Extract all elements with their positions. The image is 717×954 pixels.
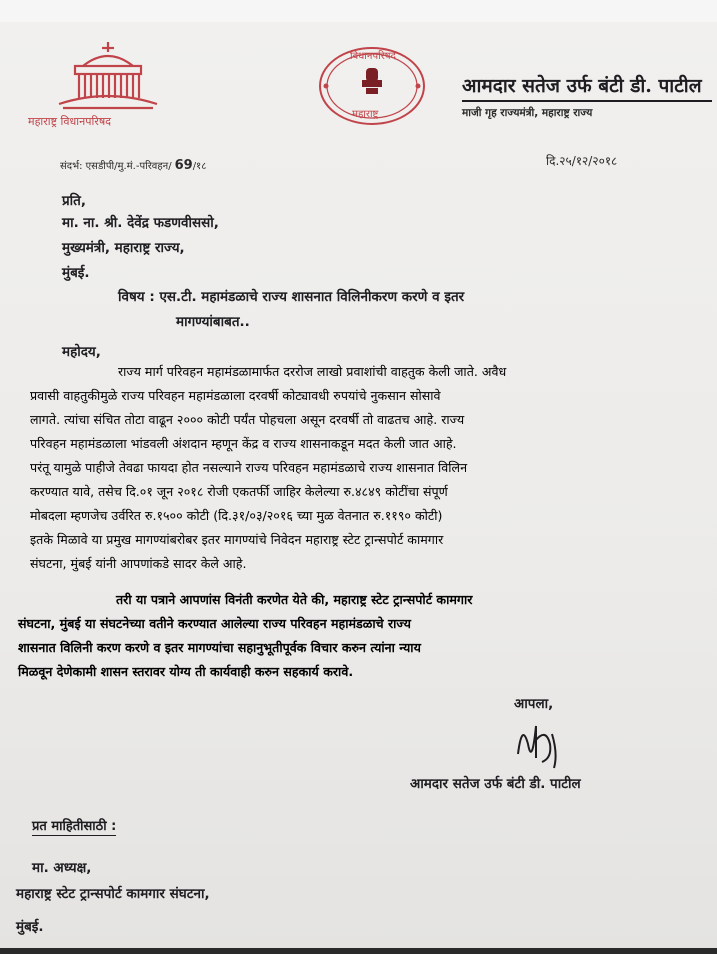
letterhead-title [462, 72, 712, 120]
paragraph-1-line: संघटना, मुंबई यांनी आपणांकडे सादर केले आहे. [30, 556, 247, 571]
recipient-city: मुंबई. [62, 265, 90, 281]
paragraph-2-line: शासनात विलिनी करण करणे व इतर मागण्यांचा सहानुभूतीपूर्वक विचार करुन त्यांना न्याय [18, 640, 421, 655]
paragraph-2-line: संघटना, मुंबई या संघटनेच्या वतीने करण्यात आलेल्या राज्य परिवहन महामंडळाचे राज्य [18, 616, 411, 631]
mla-designation: माजी गृह राज्यमंत्री, महाराष्ट्र राज्य [462, 107, 593, 119]
subject-label: विषय : [118, 289, 155, 305]
cc-heading: प्रत माहितीसाठी : [32, 816, 116, 836]
paragraph-2 [18, 588, 690, 684]
top-border [0, 0, 717, 22]
recipient-name: मा. ना. श्री. देवेंद्र फडणवीससो, [62, 215, 219, 231]
reference-number [60, 158, 206, 173]
paragraph-1-line: करण्यात यावे, तसेच दि.०१ जून २०१८ रोजी एकतर्फी जाहिर केलेल्या रु.४८४९ कोटींचा संपूर्ण [30, 484, 448, 499]
signature-image [512, 714, 572, 770]
reference-label: संदर्भ: एसडीपी/मु.मं.-परिवहन/ [60, 161, 172, 172]
cc-line-1: मा. अध्यक्ष, [32, 860, 92, 876]
recipient-prati: प्रति, [62, 193, 87, 209]
reference-year: /१८ [192, 161, 207, 172]
cc-line-2: महाराष्ट्र स्टेट ट्रान्सपोर्ट कामगार संघटना, [16, 886, 210, 902]
recipient-designation: मुख्यमंत्री, महाराष्ट्र राज्य, [62, 240, 185, 256]
left-emblem-caption: महाराष्ट्र विधानपरिषद [28, 115, 112, 128]
paragraph-1-line: परंतू यामुळे पाहीजे तेवढा फायदा होत नसल्याने राज्य परिवहन महामंडळाचे राज्य शासनात विलिन [30, 460, 468, 475]
seal-bottom-text: महाराष्ट्र [352, 109, 379, 120]
paragraph-1 [18, 360, 690, 576]
paragraph-1-line: परिवहन महामंडळाला भांडवली अंशदान म्हणून केंद्र व राज्य शासनाकडून मदत केली जात आहे. [30, 436, 457, 451]
letter-date: दि.२५/१२/२०१८ [546, 154, 618, 168]
subject-line-1 [118, 287, 464, 305]
paragraph-2-line: मिळवून देणेकामी शासन स्तरावर योग्य ती कार्यवाही करुन सहकार्य करावे. [18, 664, 354, 679]
seal-top-text: विधानपरिषद [350, 51, 396, 62]
paragraph-1-line: मोबदला म्हणजेच उर्वरित रु.१५०० कोटी (दि.३१/०३/२०१६ च्या मुळ वेतनात रु.११९० कोटी) [30, 508, 443, 523]
salutation: महोदय, [62, 344, 101, 360]
signatory-name: आमदार सतेज उर्फ बंटी डी. पाटील [410, 776, 581, 792]
legislature-building-icon [53, 40, 163, 112]
cc-line-3: मुंबई. [16, 919, 44, 935]
closing: आपला, [514, 696, 554, 712]
subject-text-1: एस.टी. महामंडळाचे राज्य शासनात विलिनीकरण करणे व इतर [159, 289, 465, 305]
reference-handwritten-number: 69 [174, 158, 193, 173]
bottom-border [0, 948, 717, 954]
paragraph-1-line: प्रवासी वाहतुकीमुळे राज्य परिवहन महामंडळाला दरवर्षी कोट्यावधी रुपयांचे नुकसान सोसावे [30, 388, 441, 403]
paragraph-1-line: इतके मिळावे या प्रमुख मागण्यांबरोबर इतर मागण्यांचे निवेदन महाराष्ट्र स्टेट ट्रान्सपोर्ट कामगार [30, 532, 444, 547]
paragraph-1-line: राज्य मार्ग परिवहन महामंडळामार्फत दररोज लाखो प्रवाशांची वाहतुक केली जाते. अवैध [118, 364, 507, 379]
vidhan-parishad-emblem [28, 40, 178, 130]
subject-line-2: मागण्यांबाबत.. [176, 314, 250, 330]
paragraph-2-line: तरी या पत्राने आपणांस विनंती करणेत येते की, महाराष्ट्र स्टेट ट्रान्सपोर्ट कामगार [116, 592, 473, 607]
official-seal [316, 44, 428, 128]
mla-name: आमदार सतेज उर्फ बंटी डी. पाटील [462, 72, 712, 102]
paragraph-1-line: लागते. त्यांचा संचित तोटा वाढून २००० कोटी पर्यंत पोहचला असून दरवर्षी तो वाढतच आहे. राज्य [30, 412, 465, 427]
